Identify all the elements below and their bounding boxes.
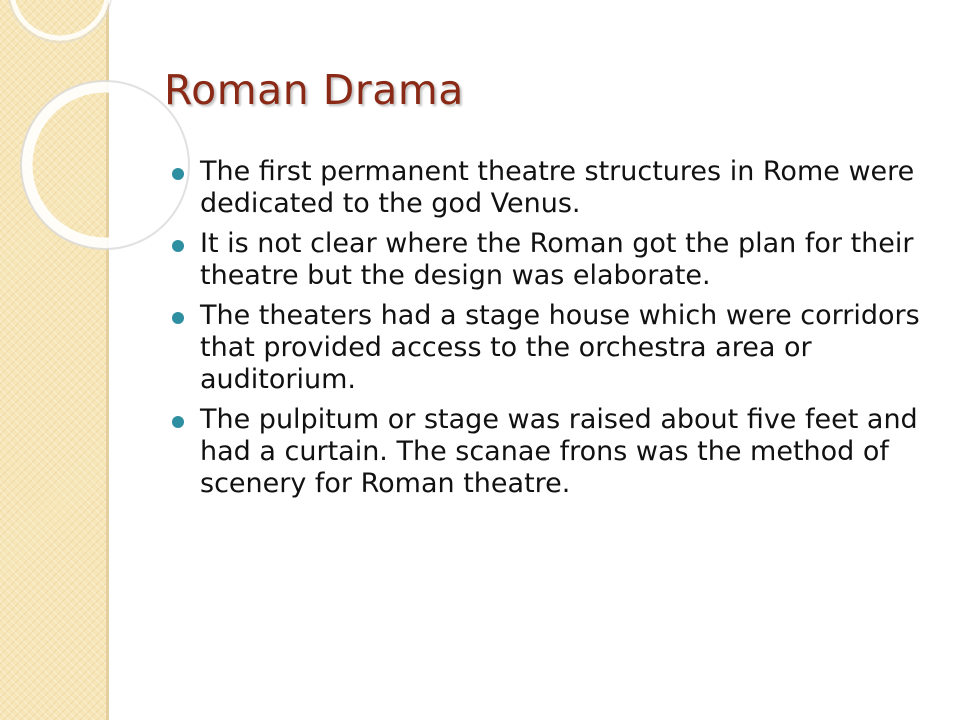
bullet-item — [172, 156, 942, 220]
bullet-text: The pulpitum or stage was raised about five feet and had a curtain. The scanae frons was the method of scenery for Roman theatre. — [200, 404, 918, 499]
bullet-text: The first permanent theatre structures in Rome were dedicated to the god Venus. — [200, 156, 915, 219]
bullet-dot-icon — [172, 168, 184, 180]
bullet-dot-icon — [172, 416, 184, 428]
bullet-text: The theaters had a stage house which were corridors that provided access to the orchestra area or auditorium. — [200, 300, 920, 395]
bullet-list — [172, 156, 942, 508]
bullet-dot-icon — [172, 312, 184, 324]
decorative-circle-top — [12, 0, 108, 38]
bullet-dot-icon — [172, 240, 184, 252]
decorative-circle-outer — [27, 87, 183, 243]
slide-title: Roman Drama — [164, 66, 464, 114]
bullet-item — [172, 300, 942, 396]
bullet-item — [172, 404, 942, 500]
bullet-item — [172, 228, 942, 292]
bullet-text: It is not clear where the Roman got the plan for their theatre but the design was elaborate. — [200, 228, 914, 291]
decorative-circles — [0, 0, 200, 260]
